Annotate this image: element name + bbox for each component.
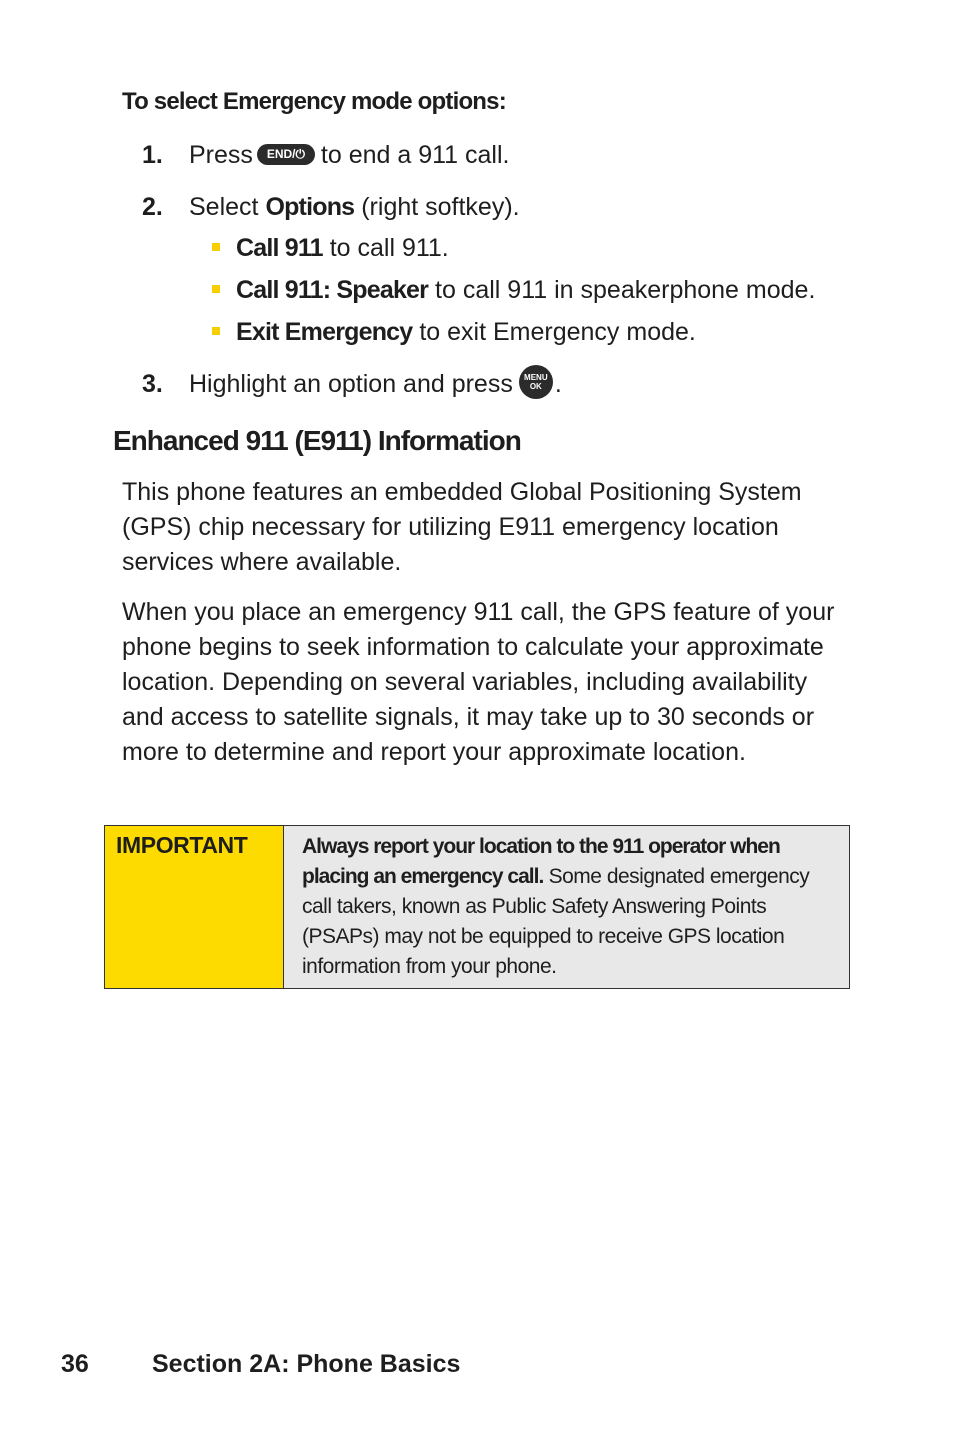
step-number: 2. [142, 193, 163, 221]
step-bold: Options [265, 193, 355, 221]
step-1 [142, 139, 509, 171]
callout-bold: Always report your location to the 911 operator when placing an emergency call. [302, 835, 780, 888]
bullet-text: to call 911 in speakerphone mode. [435, 276, 816, 304]
step-text: Select [189, 193, 259, 221]
page-footer [61, 1350, 460, 1379]
bullet-call-911 [212, 232, 449, 264]
bullet-text: to exit Emergency mode. [419, 318, 696, 346]
callout-text: Some designated emergency call takers, known as Public Safety Answering Points (PSAPs) may not be equipped to receive GPS location information from your phone. [302, 865, 810, 978]
bullet-square-icon [212, 285, 220, 293]
bullet-bold: Call 911 [236, 234, 323, 262]
paragraph-gps-chip: This phone features an embedded Global Positioning System (GPS) chip necessary for utilizing E911 emergency location services where available. [122, 478, 802, 576]
step-number: 1. [142, 141, 163, 169]
step-number: 3. [142, 370, 163, 398]
step-text: Highlight an option and press [189, 370, 513, 398]
important-callout [104, 825, 850, 989]
bullet-exit-emergency [212, 316, 696, 348]
step-3 [142, 368, 562, 402]
bullet-bold: Call 911: Speaker [236, 276, 429, 304]
bullet-call-911-speaker [212, 274, 815, 306]
bullet-bold: Exit Emergency [236, 318, 413, 346]
step-text: Press [189, 141, 253, 169]
bullet-text: to call 911. [329, 234, 449, 262]
step-text: (right softkey). [361, 193, 520, 221]
bullet-square-icon [212, 243, 220, 251]
bullet-square-icon [212, 327, 220, 335]
section-title: Section 2A: Phone Basics [152, 1350, 461, 1378]
paragraph-gps-location: When you place an emergency 911 call, the GPS feature of your phone begins to seek information to calculate your approximate location. Depending on several variables, including availability and access to satellite signals, it may take up to 30 seconds or more to determine and report your approximate location. [122, 598, 835, 766]
end-key-icon: END/⏻ [257, 144, 315, 165]
page-number: 36 [61, 1350, 89, 1378]
menu-ok-key-icon: MENU OK [519, 365, 553, 399]
callout-body [284, 826, 849, 988]
callout-label: IMPORTANT [105, 826, 284, 988]
section-heading: Enhanced 911 (E911) Information [113, 425, 521, 456]
step-2 [142, 191, 520, 223]
step-text: . [554, 370, 562, 398]
step-text: to end a 911 call. [320, 141, 510, 169]
subheading: To select Emergency mode options: [122, 88, 506, 115]
